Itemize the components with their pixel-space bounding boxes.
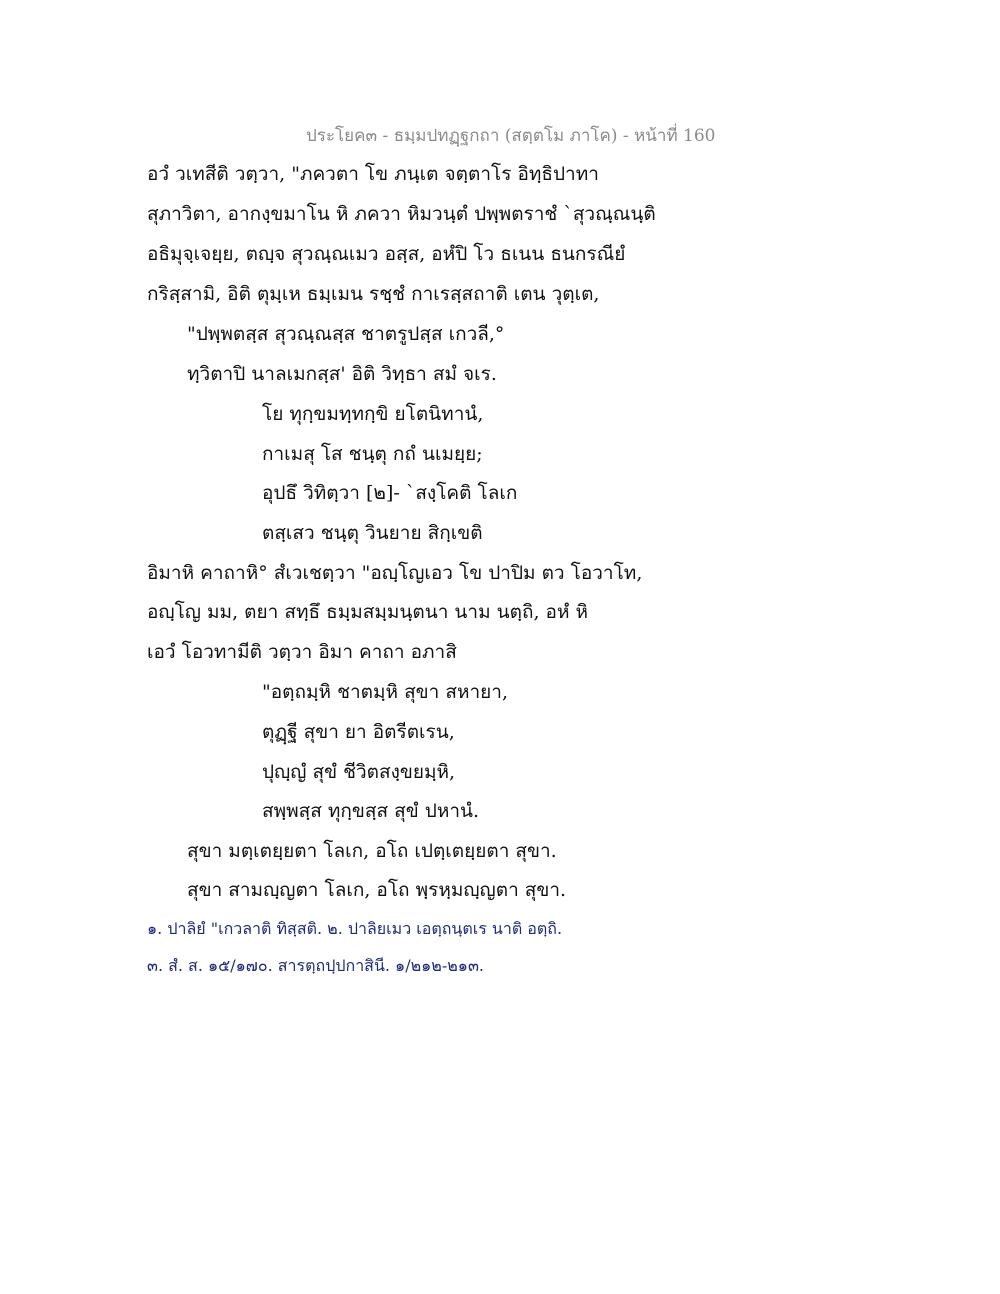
verse-line: "อตฺถมฺหิ ชาตมฺหิ สุขา สหายา, — [262, 681, 508, 703]
page-header: ประโยค๓ - ธมฺมปทฏฺฐกถา (สตฺตโม ภาโค) - หน้าที่ 160 — [306, 126, 716, 146]
verse-line: สุขา มตฺเตยฺยตา โลเก, อโถ เปตฺเตยฺยตา สุขา. — [187, 840, 557, 862]
verse-line: อุปธึ วิทิตฺวา [๒]- `สงฺโคติ โลเก — [262, 482, 518, 504]
verse-line: โย ทุกฺขมทฺทกฺขิ ยโตนิทานํ, — [262, 403, 484, 425]
body-line: สุภาวิตา, อากงฺขมาโน หิ ภควา หิมวนฺตํ ปพฺพตราชํ `สุวณฺณนฺติ — [147, 203, 656, 225]
verse-line: สุขา สามญฺญตา โลเก, อโถ พฺรหฺมญฺญตา สุขา. — [187, 879, 567, 901]
verse-line: ตุฏฺฐี สุขา ยา อิตรีตเรน, — [262, 721, 455, 743]
verse-line: ปุญฺญํ สุขํ ชีวิตสงฺขยมฺหิ, — [262, 761, 456, 783]
verse-line: "ปพฺพตสฺส สุวณฺณสฺส ชาตรูปสฺส เกวลี,° — [187, 323, 505, 345]
body-line: อญฺโญ มม, ตยา สทฺธึ ธมฺมสมฺมนฺตนา นาม นตฺถิ, อหํ หิ — [147, 601, 589, 623]
body-line: อิมาหิ คาถาหิ° สํเวเชตฺวา "อญฺโญเอว โข ปาปิม ตว โอวาโท, — [147, 562, 643, 584]
body-line: กริสฺสามิ, อิติ ตุมฺเห ธมฺเมน รชฺชํ กาเรสฺสถาติ เตน วุตฺเต, — [147, 283, 600, 305]
body-line: เอวํ โอวทามีติ วตฺวา อิมา คาถา อภาสิ — [147, 641, 457, 663]
body-line: อธิมุจฺเจยฺย, ตญฺจ สุวณฺณเมว อสฺส, อหํปิ โว ธเนน ธนกรณียํ — [147, 243, 626, 265]
body-line: อวํ วเทสีติ วตฺวา, "ภควตา โข ภนฺเต จตฺตาโร อิทฺธิปาทา — [147, 163, 599, 185]
verse-line: ตสฺเสว ชนฺตุ วินยาย สิกฺเขติ — [262, 522, 483, 544]
verse-line: สพฺพสฺส ทุกฺขสฺส สุขํ ปหานํ. — [262, 800, 480, 822]
verse-line: กาเมสุ โส ชนฺตุ กถํ นเมยฺย; — [262, 443, 483, 465]
verse-line: ทฺวิตาปิ นาลเมกสฺส' อิติ วิทฺธา สมํ จเร. — [187, 363, 497, 385]
footnote: ๑. ปาลิยํ "เกวลาติ ทิสฺสติ. ๒. ปาลิยเมว เอตฺถนฺตเร นาติ อตฺถิ. — [147, 919, 563, 938]
footnote: ๓. สํ. ส. ๑๕/๑๗๐. สารตฺถปฺปกาสินี. ๑/๒๑๒-๒๑๓. — [147, 956, 484, 975]
